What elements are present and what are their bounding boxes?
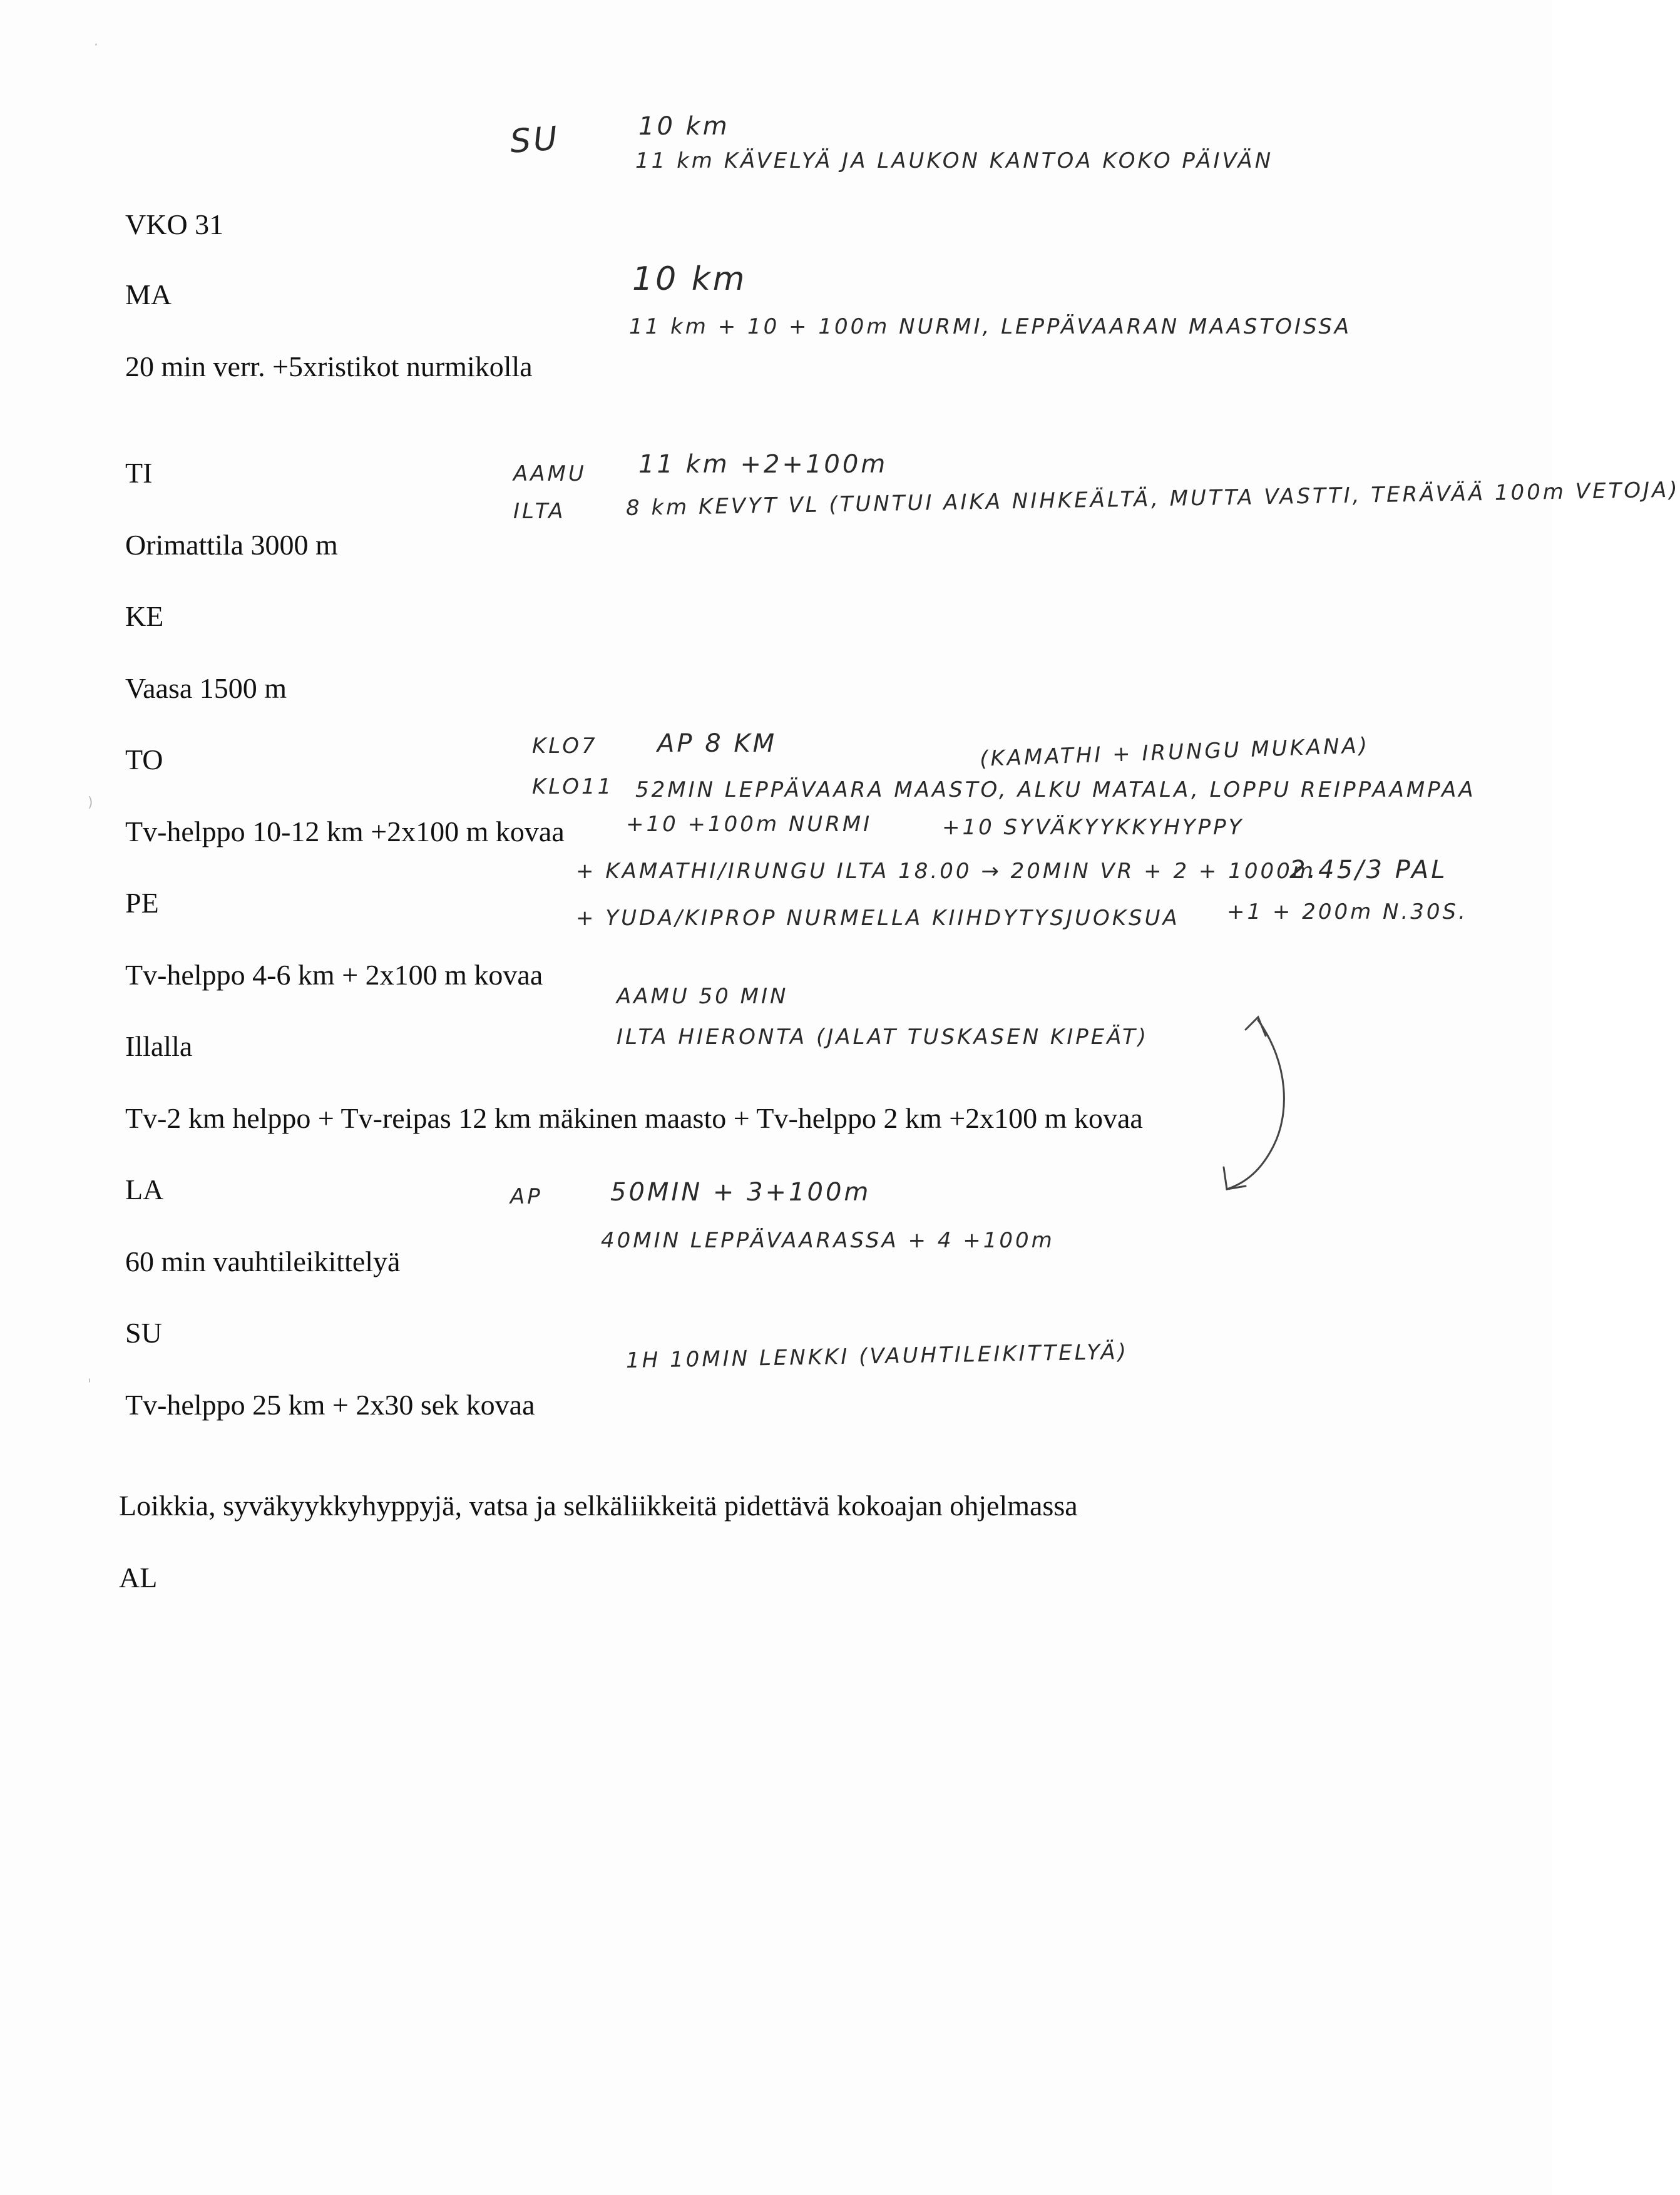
hw-ma-line2: 11 km + 10 + 100m NURMI, LEPPÄVAARAN MAASTOISSA (629, 314, 1352, 339)
day-label-su: SU (125, 1317, 162, 1349)
day-label-to: TO (125, 744, 163, 775)
day-label-ti: TI (125, 457, 153, 489)
day-label-la: LA (125, 1174, 164, 1205)
hw-pe-aamu: AAMU 50 MIN (617, 984, 789, 1009)
plan-ke: Vaasa 1500 m (125, 672, 287, 704)
hw-la-ap-label: AP (510, 1184, 543, 1209)
plan-su: Tv-helppo 25 km + 2x30 sek kovaa (125, 1389, 535, 1421)
day-label-pe: PE (125, 887, 159, 919)
hw-ma-line1: 10 km (632, 260, 747, 298)
hw-to-line3a: +10 +100m NURMI (626, 812, 873, 837)
hw-ti-aamu-label: AAMU (513, 461, 586, 486)
hw-to-klo11-label: KLO11 (532, 774, 614, 799)
hw-to-line5b: +1 + 200m N.30S. (1227, 899, 1468, 924)
hw-to-line4-time: 2.45/3 PAL (1289, 856, 1448, 884)
hw-to-klo7-label: KLO7 (532, 734, 598, 759)
scan-speck: ' (88, 1377, 92, 1393)
plan-la: 60 min vauhtileikittelyä (125, 1246, 401, 1277)
hw-to-klo7-note: (KAMATHI + IRUNGU MUKANA) (979, 733, 1370, 772)
day-label-ma: MA (125, 279, 172, 310)
plan-ti: Orimattila 3000 m (125, 529, 338, 561)
scan-speck: · (94, 38, 98, 53)
week-heading: VKO 31 (125, 208, 224, 240)
hw-to-klo7: AP 8 KM (657, 729, 777, 758)
plan-ma: 20 min verr. +5xristikot nurmikolla (125, 350, 533, 382)
hw-to-line3b: +10 SYVÄKYYKKYHYPPY (942, 815, 1244, 840)
plan-pe: Tv-helppo 4-6 km + 2x100 m kovaa (125, 959, 543, 991)
plan-to: Tv-helppo 10-12 km +2x100 m kovaa (125, 816, 565, 847)
hw-la-line1: 50MIN + 3+100m (610, 1178, 871, 1207)
hw-prev-su-line1: 10 km (638, 112, 730, 141)
hw-to-line5: + YUDA/KIPROP NURMELLA KIIHDYTYSJUOKSUA (576, 906, 1180, 931)
day-label-ke: KE (125, 600, 164, 632)
hw-la-line2: 40MIN LEPPÄVAARASSA + 4 +100m (601, 1228, 1055, 1253)
scan-speck: ) (88, 795, 93, 811)
hw-ti-aamu: 11 km +2+100m (638, 450, 888, 479)
plan-illalla: Tv-2 km helppo + Tv-reipas 12 km mäkinen maasto + Tv-helppo 2 km +2x100 m kovaa (125, 1102, 1143, 1134)
hw-su-line: 1H 10MIN LENKKI (VAUHTILEIKITTELYÄ) (625, 1339, 1129, 1374)
footer-note: Loikkia, syväkyykkyhyppyjä, vatsa ja selkäliikkeitä pidettävä kokoajan ohjelmassa (119, 1490, 1078, 1522)
hw-pe-ilta: ILTA HIERONTA (JALAT TUSKASEN KIPEÄT) (617, 1025, 1149, 1050)
hw-to-line4: + KAMATHI/IRUNGU ILTA 18.00 → 20MIN VR + 2 + 1000m (576, 859, 1316, 884)
hw-ti-ilta-label: ILTA (513, 499, 566, 524)
hw-prev-su-line2: 11 km KÄVELYÄ JA LAUKON KANTOA KOKO PÄIVÄN (635, 148, 1274, 173)
signature: AL (119, 1562, 158, 1594)
label-illalla: Illalla (125, 1030, 193, 1062)
hw-ti-ilta: 8 km KEVYT VL (TUNTUI AIKA NIHKEÄLTÄ, MUTTA VASTTI, TERÄVÄÄ 100m VETOJA) (625, 477, 1680, 521)
hw-to-klo11: 52MIN LEPPÄVAARA MAASTO, ALKU MATALA, LOPPU REIPPAAMPAA (635, 777, 1476, 802)
hw-prev-su-label: SU (509, 120, 561, 161)
